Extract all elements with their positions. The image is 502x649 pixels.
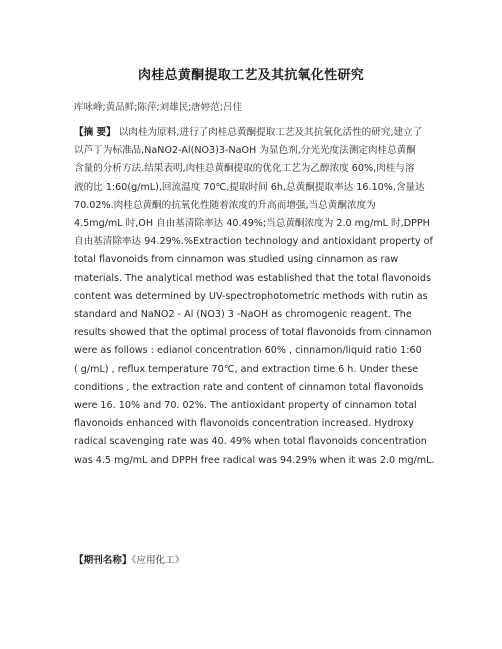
article-title: 肉桂总黄酮提取工艺及其抗氧化性研究 (137, 68, 365, 83)
abstract-line: content was determined by UV-spectrophotometric methods with rutin as (74, 290, 428, 302)
abstract-line: ( g/mL) , reflux temperature 70℃, and extraction time 6 h. Under these (74, 363, 419, 375)
abstract-line: standard and NaNO2 - Al (NO3) 3 -NaOH as chromogenic reagent. The (74, 309, 412, 321)
abstract-line: total flavonoids from cinnamon was studied using cinnamon as raw (74, 254, 399, 266)
journal-label: 【期刊名称】 (74, 555, 132, 566)
journal-info (74, 552, 184, 566)
journal-name: 《应用化工》 (131, 555, 185, 566)
abstract-line: were 16. 10% and 70. 02%. The antioxidant property of cinnamon total (74, 400, 417, 412)
abstract-line: results showed that the optimal process of total flavonoids from cinnamon (74, 327, 432, 339)
abstract-line: flavonoids enhanced with flavonoids concentration increased. Hydroxy (74, 418, 414, 430)
abstract-line: 含量的分析方法.结果表明,肉桂总黄酮提取的优化工艺为乙醇浓度 60%,肉桂与溶 (74, 163, 415, 175)
abstract-block (74, 124, 438, 470)
abstract-line (74, 124, 438, 142)
abstract-line: materials. The analytical method was established that the total flavonoids (74, 272, 431, 284)
abstract-line: 自由基清除率达 94.29%.%Extraction technology and antioxidant property of (74, 236, 433, 248)
abstract-line: was 4.5 mg/mL and DPPH free radical was 94.29% when it was 2.0 mg/mL. (74, 454, 435, 466)
abstract-label: 【摘 要】 (74, 127, 116, 138)
abstract-line: radical scavenging rate was 40. 49% when total flavonoids concentration (74, 436, 427, 448)
abstract-line: 4.5mg/mL 时,OH 自由基清除率达 40.49%;当总黄酮浓度为 2.0 mg/mL 时,DPPH (74, 218, 430, 230)
abstract-line: conditions , the extraction rate and content of cinnamon total flavonoids (74, 381, 424, 393)
abstract-line: 以芦丁为标准品,NaNO2-Al(NO3)3-NaOH 为显色剂,分光光度法测定肉桂总黄酮 (74, 145, 416, 157)
abstract-line: were as follows : edianol concentration 60% , cinnamon/liquid ratio 1:60 (74, 345, 422, 357)
abstract-line: 液的比 1:60(g/mL),回流温度 70℃,提取时间 6h,总黄酮提取率达 16.10%,含量达 (74, 181, 425, 193)
abstract-line: 70.02%.肉桂总黄酮的抗氧化性随着浓度的升高而增强,当总黄酮浓度为 (74, 199, 376, 211)
article-authors: 库咏峰;黄品鲜;陈萍;刘雄民;唐婷范;吕佳 (74, 102, 243, 113)
abstract-text: 以肉桂为原料,进行了肉桂总黄酮提取工艺及其抗氧化活性的研究,建立了 (118, 127, 423, 138)
